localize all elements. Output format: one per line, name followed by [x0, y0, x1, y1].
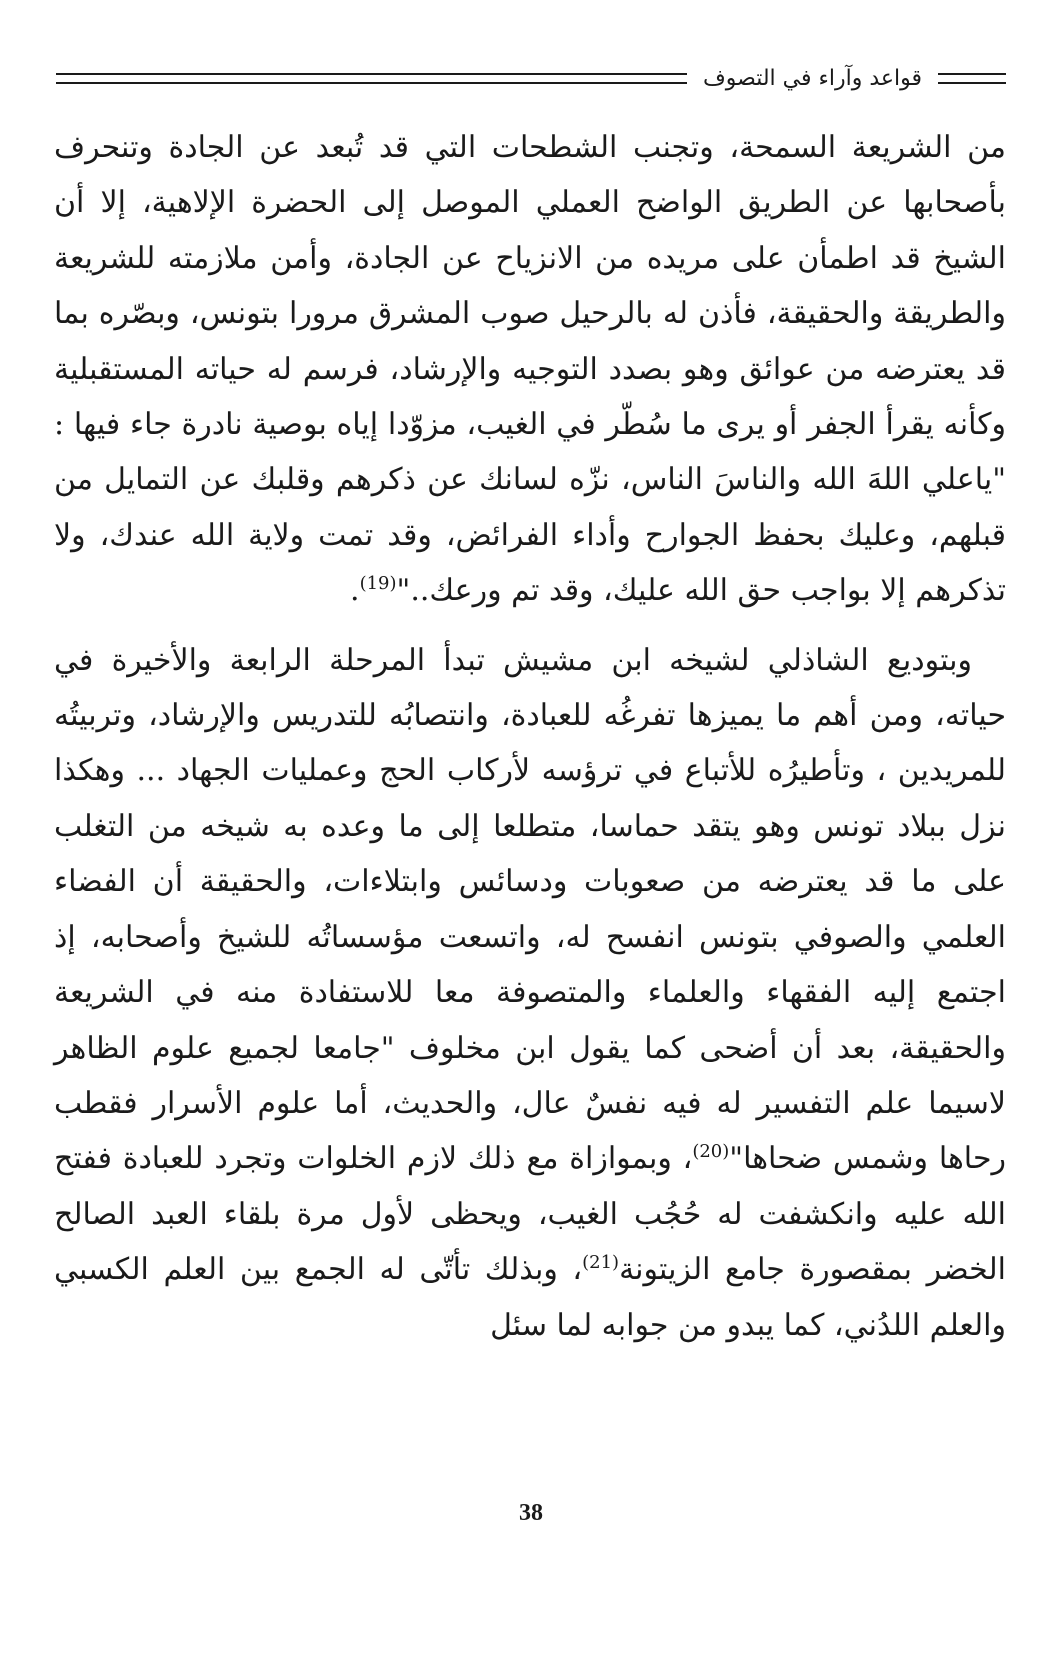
page-number: 38	[519, 1500, 543, 1526]
paragraph-1-text: من الشريعة السمحة، وتجنب الشطحات التي قد تُبعد عن الجادة وتنحرف بأصحابها عن الطريق الواضح العملي الموصل إلى الحضرة الإلاهية، إلا أن الشيخ قد اطمأن على مريده من الانزياح عن الجادة، وأمن ملازمته للشريعة والطريقة والحقيقة، فأذن له بالرحيل صوب المشرق مرورا بتونس، وبصّره بما قد يعترضه من عوائق وهو بصدد التوجيه والإرشاد، فرسم له حياته المستقبلية وكأنه يقرأ الجفر أو يرى ما سُطّر في الغيب، مزوّدا إياه بوصية نادرة جاء فيها : "ياعلي اللهَ الله والناسَ الناس، نزّه لسانك عن ذكرهم وقلبك عن التمايل من قبلهم، وعليك بحفظ الجوارح وأداء الفرائض، وقد تمت ولاية الله عندك، ولا تذكرهم إلا بواجب حق الله عليك، وقد تم ورعك.."	[54, 130, 1006, 609]
body-text	[54, 120, 1006, 1353]
paragraph-2-text-c: ، وبذلك تأتّى له الجمع بين العلم الكسبي والعلم اللدُني، كما يبدو من جوابه لما سئل	[54, 1252, 1006, 1343]
paragraph-1	[54, 120, 1006, 619]
running-header	[56, 58, 1006, 98]
footnote-ref-20: (20)	[692, 1141, 730, 1163]
paragraph-2	[54, 633, 1006, 1353]
footnote-ref-19: (19)	[359, 573, 397, 595]
paragraph-1-end: .	[350, 573, 360, 609]
paragraph-2-text-b: ، وبموازاة مع ذلك لازم الخلوات وتجرد للعبادة ففتح الله عليه وانكشفت له حُجُب الغيب، ويحظى لأول مرة بلقاء العبد الصالح الخضر بمقصورة جامع الزيتونة	[54, 1141, 1006, 1288]
footnote-ref-21: (21)	[582, 1252, 620, 1274]
paragraph-2-text-a: وبتوديع الشاذلي لشيخه ابن مشيش تبدأ المرحلة الرابعة والأخيرة في حياته، ومن أهم ما يميزها تفرغُه للعبادة، وانتصابُه للتدريس والإرشاد، وتربيتُه للمريدين ، وتأطيرُه للأتباع في ترؤسه لأركاب الحج وعمليات الجهاد ... وهكذا نزل ببلاد تونس وهو يتقد حماسا، متطلعا إلى ما وعده به شيخه من التغلب على ما قد يعترضه من صعوبات ودسائس وابتلاءات، والحقيقة أن الفضاء العلمي والصوفي بتونس انفسح له، واتسعت مؤسساتُه للشيخ وأصحابه، إذ اجتمع إليه الفقهاء والعلماء والمتصوفة معا للاستفادة منه في الشريعة والحقيقة، بعد أن أضحى كما يقول ابن مخلوف "جامعا لجميع علوم الظاهر لاسيما علم التفسير له فيه نفسٌ عال، والحديث، أما علوم الأسرار فقطب رحاها وشمس ضحاها"	[54, 642, 1006, 1177]
header-rule-right	[938, 73, 1006, 84]
running-header-title: قواعد وآراء في التصوف	[702, 65, 922, 91]
header-rule-left	[56, 73, 687, 84]
